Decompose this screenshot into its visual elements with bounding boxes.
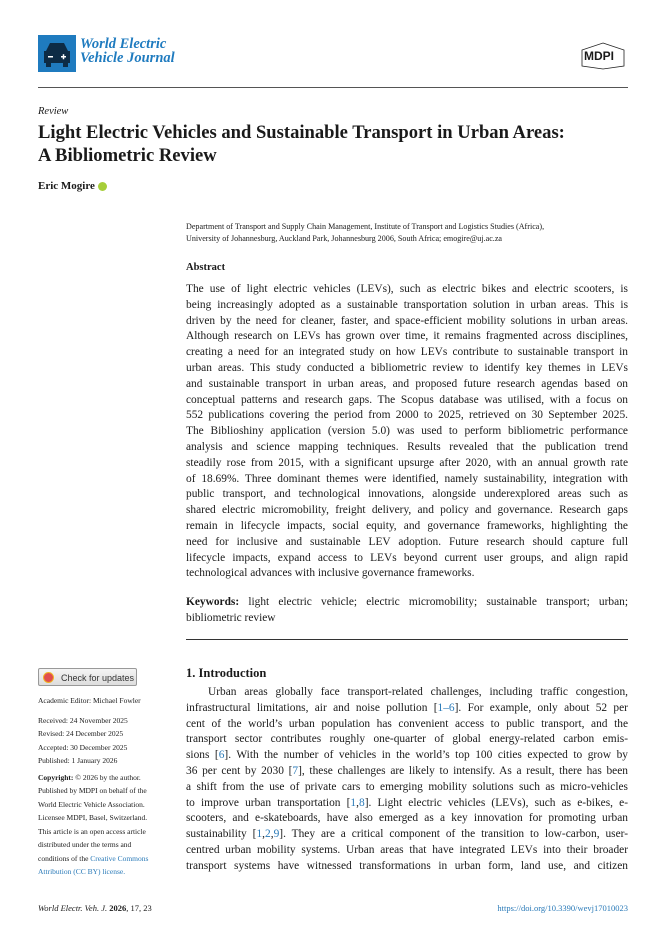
check-updates-icon [43,672,54,683]
intro-line [186,685,628,701]
intro-text: centred urban mobility systems. Urban areas that have integrated LEVs into their broader [186,843,628,856]
abstract-line: of 18.69%. Three dominant themes were identified, namely sustainability, integration with [186,472,628,485]
citation-link[interactable]: 9 [273,828,280,841]
intro-text: , [356,796,359,809]
volume-issue: , 17, 23 [126,903,152,913]
footer-citation [38,903,152,913]
introduction-body [186,685,628,875]
article-type: Review [38,106,69,117]
author [38,180,107,192]
abstract-line: being increasingly adopted as a sustainable transportation solution in urban areas. This is [186,298,628,311]
intro-text: sions [ [186,749,219,762]
affiliation-line: Department of Transport and Supply Chain Management, Institute of Transport and Logistics Studies (Africa), [186,222,545,231]
divider [186,639,628,640]
license-link[interactable]: Creative Commons [90,853,149,863]
copyright-label: Copyright: [38,772,74,782]
citation-link[interactable]: 1 [350,796,357,809]
title-line: A Bibliometric Review [38,145,217,166]
abstract-line: lifecycle impacts, expand access to LEVs beyond current user groups, and align rapid [186,551,628,564]
journal-line: World Electric [80,36,167,52]
copyright-text: This article is an open access article [38,826,146,836]
mdpi-logo [580,42,626,70]
intro-line [186,796,628,812]
intro-text: transport systems have witnessed transformations in urban form, land use, and citizen [186,859,628,872]
keywords [186,595,628,627]
intro-line [186,732,628,748]
abstract-line: conceptual patterns and research gaps. The Scopus database was utilised, with a focus on [186,393,628,406]
copyright-text: Published by MDPI on behalf of the [38,786,147,795]
intro-text: 36 per cent by 2030 [ [186,764,293,777]
license-link[interactable]: Attribution (CC BY) [38,867,101,876]
copyright-text: World Electric Vehicle Association. [38,799,145,809]
affiliation-line: University of Johannesburg, Auckland Park, Johannesburg 2006, South Africa; emogire@uj.ac.za [186,234,503,243]
intro-text: transport sector contributes roughly one-quarter of global energy-related carbon emis- [186,733,628,746]
citation-link[interactable]: 1 [256,828,263,841]
intro-text: cent of the world’s urban population has convenient access to public transport, and the [186,717,628,730]
intro-line [186,811,628,827]
intro-text: ]. They are a critical component of the transition to low-carbon, user- [279,828,629,841]
copyright-line [38,852,173,866]
intro-text: , [270,828,274,841]
copyright-text: © 2026 by the author. [75,772,141,782]
author-name[interactable]: Eric Mogire [38,180,95,192]
academic-editor: Academic Editor: Michael Fowler [38,696,141,705]
citation-link[interactable]: 6 [218,749,225,762]
section-heading: 1. Introduction [186,666,267,680]
abstract-body [186,282,628,582]
license-link[interactable]: license. [102,867,126,876]
abstract-line: The Biblioshiny application (version 5.0) was used to perform bibliometric performance [186,425,628,438]
mdpi-text: MDPI [584,49,614,63]
copyright-line [38,771,173,785]
abstract-line: remain in lifecycle impacts, social equity, and governance frameworks, highlighting the [186,519,628,532]
article-title [38,121,638,167]
check-for-updates-button[interactable] [38,668,137,686]
keywords-line: bibliometric review [186,611,276,624]
year: 2026 [109,903,127,913]
copyright-text: Licensee MDPI, Basel, Switzerland. [38,813,148,822]
intro-line [186,701,628,717]
abstract-line: creating a need for an integrated study on how LEVs contribute to sustainable transport in [186,346,628,359]
abstract-line: Although research on LEVs has grown over time, it remains fragmented across disciplines, [186,330,628,343]
intro-text: sustainability [ [186,828,257,841]
intro-text: ], these challenges are likely to intensify. As a result, there has been [298,764,628,777]
keywords-label: Keywords: [186,596,240,608]
keywords-line [186,595,628,611]
abstract-line: driven by the need for cleaner, faster, and space-efficient mobility solutions in urban areas. [186,314,628,327]
intro-line [186,780,628,796]
abstract-line: need for inclusive and sustainable LEV adoption. Future research should capture full [186,535,628,548]
abstract-line: analysis and science mapping techniques. Results revealed that the publication trend [186,440,628,453]
keywords-text: light electric vehicle; electric micromobility; sustainable transport; urban; [248,596,628,608]
doi-link[interactable]: https://doi.org/10.3390/wevj17010023 [497,903,628,913]
check-updates-label: Check for updates [61,673,135,683]
intro-line [186,859,628,875]
revised-date: Revised: 24 December 2025 [38,729,124,738]
abstract-line: shared electric micromobility, freight delivery, and policy and governance. Research gaps [186,504,628,517]
title-line: Light Electric Vehicles and Sustainable Transport in Urban Areas: [38,122,565,143]
journal-line: Vehicle Journal [80,50,175,66]
intro-text: Urban areas globally face transport-related challenges, including traffic congestion, [208,686,628,698]
abstract-line: technological advances with inclusive governance frameworks. [186,567,475,580]
received-date: Received: 24 November 2025 [38,715,128,725]
intro-text: ]. With the number of vehicles in the world’s top 100 cities expected to grow by [224,749,628,762]
copyright-text: conditions of the [38,853,89,863]
published-date: Published: 1 January 2026 [38,756,118,765]
citation-link[interactable]: 8 [358,796,365,809]
copyright-text: distributed under the terms and [38,840,132,849]
journal-abbrev: World Electr. Veh. J. [38,903,108,913]
abstract-line: steadily rose from 2015, with a significant upsurge after 2020, with an annual growth rate [186,456,628,469]
intro-line [186,748,628,764]
abstract-line: public transport, and technological innovations, alongside underexplored areas such as [186,488,628,501]
abstract-line: 552 publications covering the period from 2000 to 2025, retrieved on 30 September 2025. [186,409,628,422]
intro-line [186,764,628,780]
abstract-heading: Abstract [186,262,226,273]
abstract-line: urban areas. This study conducted a bibliometric review to identify key themes in LEVs [186,361,628,374]
intro-line [186,843,628,859]
accepted-date: Accepted: 30 December 2025 [38,742,128,752]
intro-text: a shift from the use of private cars to emerging mobility solutions such as micro-vehicles [186,780,628,793]
article-info-sidebar [38,694,173,879]
citation-link[interactable]: 1–6 [437,701,455,714]
copyright-line [38,865,173,879]
intro-text: , [262,828,266,841]
intro-text: infrastructural limitations, air and noise pollution [ [186,701,438,714]
intro-text: to improve urban transportation [ [186,796,351,809]
divider [38,87,628,88]
intro-text: ]. Light electric vehicles (LEVs), such as e-bikes, e- [364,796,628,809]
intro-text: ]. For example, only about 52 per [454,701,628,714]
abstract-line: The use of light electric vehicles (LEVs), such as electric bikes and electric scooters, is [186,283,628,295]
intro-line [186,827,628,843]
affiliation [186,221,636,245]
abstract-line: and sustainable transport in urban areas, and proposed future research agendas based on [186,377,628,390]
citation-link[interactable]: 2 [265,828,271,841]
intro-text: scooters, and e-skateboards, have also emerged as a key innovation for promoting urban [186,812,628,825]
journal-name [80,37,175,65]
intro-line [186,717,628,733]
citation-link[interactable]: 7 [292,764,299,777]
car-logo-icon [38,35,76,72]
orcid-icon[interactable] [98,182,107,191]
